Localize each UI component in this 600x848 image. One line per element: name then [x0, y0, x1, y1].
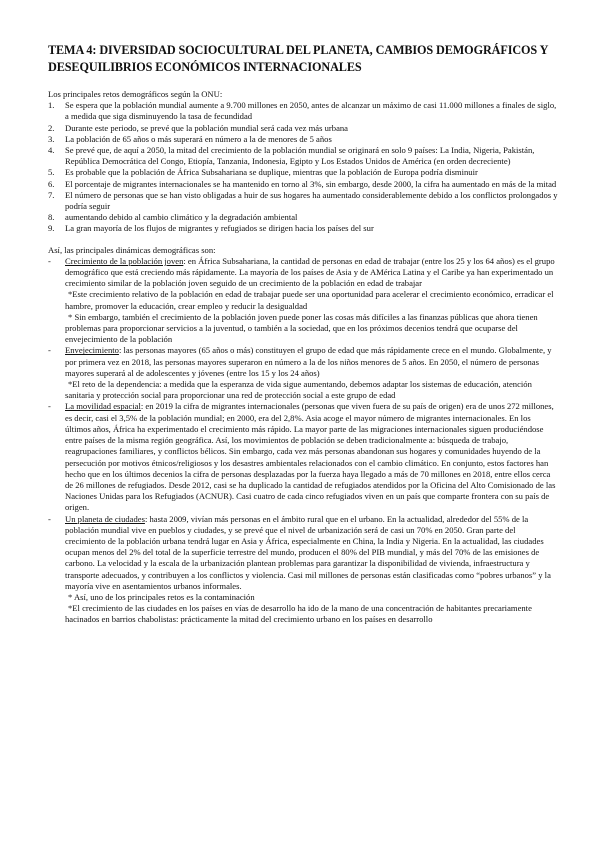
- dinamicas-intro: Así, las principales dinámicas demográficas son:: [48, 244, 216, 255]
- dinamica-note: [65, 312, 558, 346]
- dash-bullet: -: [48, 345, 51, 356]
- intro-text: Los principales retos demográficos según la ONU:: [48, 89, 223, 99]
- dinamica-item: [48, 514, 558, 626]
- dinamica-label: Un planeta de ciudades: [65, 513, 145, 524]
- dinamica-text: : las personas mayores (65 años o más) constituyen el grupo de edad que más rápidamente crece en el mundo. Globalmente, y por primera vez en 2018, las personas mayores superaron en número a la de los niños menores de 5 años. En 2050, el número de personas mayores superará al de adolescentes y jóvenes (entre los 15 y los 24 años): [65, 345, 552, 378]
- dinamica-note: [65, 379, 558, 401]
- reto-text: Es probable que la población de África Subsahariana se duplique, mientras que la población de Europa podría disminuir: [65, 167, 478, 178]
- dinamica-item: [48, 345, 558, 401]
- reto-number: 4.: [48, 145, 55, 156]
- reto-text: El porcentaje de migrantes internacionales se ha mantenido en torno al 3%, sin embargo, desde 2000, la cifra ha aumentado en más de la mitad: [65, 178, 557, 189]
- dinamica-label: Envejecimiento: [65, 345, 119, 356]
- note-text: *El crecimiento de las ciudades en los países en vías de desarrollo ha ido de la mano de una concentración de habitantes precariamente hacinados en barrios chabolistas: prácticamente la mitad del crecimiento urbano en los países en desarrollo: [65, 603, 532, 625]
- dinamica-text: : hasta 2009, vivían más personas en el ámbito rural que en el urbano. En la actualidad, alrededor del 55% de la población mundial vive en pueblos y ciudades, y se prevé que el nivel de urbanización será de casi un 70% en 2050. Gran parte del crecimiento de la población urbana tendrá lugar en Asia y África, especialmente en China, la India y Nigeria. En la actualidad, las ciudades ocupan menos del 2% del total de la superficie terrestre del mundo, producen el 80% del PIB mundial, y más del 70% de las emisiones de carbono. La velocidad y la escala de la urbanización plantean problemas para garantizar la disponibilidad de vivienda, infraestructura y transporte adecuados, y contribuyen a los conflictos y violencia. Casi mil millones de personas están clasificadas como “pobres urbanos” y la mayoría vive en asentamientos urbanos informales.: [65, 513, 551, 591]
- reto-text: El número de personas que se han visto obligadas a huir de sus hogares ha aumentado considerablemente debido a los conflictos prolongados y podría seguir: [65, 189, 558, 212]
- dinamica-label: Crecimiento de la población joven: [65, 255, 184, 266]
- dinamica-item: [48, 256, 558, 346]
- note-text: *El reto de la dependencia: a medida que la esperanza de vida sigue aumentando, debemos adaptar los sistemas de educación, atención sanitaria y protección social para proporcionar una red de protección social a este grupo de edad: [65, 379, 532, 401]
- note-text: *Este crecimiento relativo de la población en edad de trabajar puede ser una oportunidad para acelerar el crecimiento económico, erradicar el hambre, promover la educación, crear empleo y reducir la desigualdad: [65, 289, 554, 311]
- reto-text: La gran mayoría de los flujos de migrantes y refugiados se dirigen hacia los países del sur: [65, 223, 374, 234]
- reto-item: [48, 134, 558, 145]
- reto-text: aumentando debido al cambio climático y la degradación ambiental: [65, 212, 298, 223]
- reto-number: 8.: [48, 212, 55, 223]
- reto-text: La población de 65 años o más superará en número a la de menores de 5 años: [65, 133, 332, 144]
- dash-bullet: -: [48, 255, 51, 266]
- dinamica-text: : en 2019 la cifra de migrantes internacionales (personas que viven fuera de su país de origen) era de unos 272 millones, es decir, casi el 3,5% de la población mundial; en 2000, era del 2,8%. Asia acoge el mayor número de migrantes internacionales. En los últimos años, África ha experimentado el crecimiento más rápido. La mayor parte de las migraciones internacionales siguen produciéndose entre países de la misma región geográfica. Así, los movimientos de población se deben tradicionalmente a: búsqueda de trabajo, reagrupaciones familiares, y conflictos bélicos. Sin embargo, cada vez más personas abandonan sus hogares y comunidades huyendo de la persecución por motivos étnicos/religiosos y los desastres ambientales relacionados con el cambio climático. En conjunto, estos factores han hecho que en los últimos decenios la cifra de personas desplazadas por la fuerza haya llegado a más de 70 millones en 2018, entre ellos cerca de 26 millones de refugiados. Desde 2012, casi se ha duplicado la cantidad de refugiados atendidos por la Oficina del Alto Comisionado de las Naciones Unidas para los Refugiados (ACNUR). Casi cuatro de cada cinco refugiados viven en un país que comparte frontera con su país de origen.: [65, 401, 556, 513]
- document-title: TEMA 4: DIVERSIDAD SOCIOCULTURAL DEL PLANETA, CAMBIOS DEMOGRÁFICOS Y DESEQUILIBRIOS ECONÓMICOS INTERNACIONALES: [48, 43, 548, 74]
- note-text: * Así, uno de los principales retos es la contaminación: [68, 591, 255, 602]
- dinamica-label: La movilidad espacial: [65, 401, 141, 412]
- reto-number: 2.: [48, 122, 55, 133]
- reto-number: 6.: [48, 178, 55, 189]
- dash-bullet: -: [48, 401, 51, 412]
- document-page: [48, 42, 558, 626]
- dash-bullet: -: [48, 513, 51, 524]
- reto-number: 9.: [48, 223, 55, 234]
- dinamica-note: [65, 603, 558, 625]
- dinamica-note: [65, 289, 558, 311]
- reto-item: [48, 212, 558, 223]
- reto-number: 7.: [48, 189, 55, 200]
- note-text: * Sin embargo, también el crecimiento de la población joven puede poner las cosas más difíciles a las finanzas públicas que ahora tienen problemas para proporcionar servicios a la juventud, o también a la sociedad, que en los próximos decenios tendrá que ocuparse del envejecimiento de la población: [65, 311, 538, 345]
- reto-text: Se prevé que, de aquí a 2050, la mitad del crecimiento de la población mundial se originará en solo 9 países: La India, Nigeria, Pakistán, República Democrática del Congo, Etiopía, Tanzania, Indonesia, Egipto y Los Estados Unidos de América (en orden decreciente): [65, 145, 535, 167]
- dinamica-text: : en África Subsahariana, la cantidad de personas en edad de trabajar (entre los 25 y los 64 años) es el grupo demográfico que está creciendo más rápidamente. La mayoría de los países de Asia y de AMérica Latina y el Caribe ya han experimentado un crecimiento similar de la población joven seguido de un crecimiento de la población en edad de trabajar: [65, 255, 555, 289]
- retos-list: [48, 100, 558, 234]
- reto-item: [48, 123, 558, 134]
- reto-item: [48, 167, 558, 178]
- dinamica-item: [48, 401, 558, 513]
- dinamicas-list: [48, 256, 558, 626]
- reto-number: 3.: [48, 133, 55, 144]
- reto-number: 5.: [48, 167, 55, 178]
- reto-item: [48, 223, 558, 234]
- dinamica-note: [65, 592, 558, 603]
- reto-text: Durante este periodo, se prevé que la población mundial será cada vez más urbana: [65, 122, 348, 133]
- reto-text: Se espera que la población mundial aumente a 9.700 millones en 2050, antes de alcanzar un máximo de casi 11.000 millones a finales de siglo, a medida que siga disminuyendo la tasa de fecundidad: [65, 100, 557, 122]
- reto-item: [48, 145, 558, 167]
- reto-item: [48, 179, 558, 190]
- reto-item: [48, 190, 558, 212]
- reto-number: 1.: [48, 100, 55, 111]
- reto-item: [48, 100, 558, 122]
